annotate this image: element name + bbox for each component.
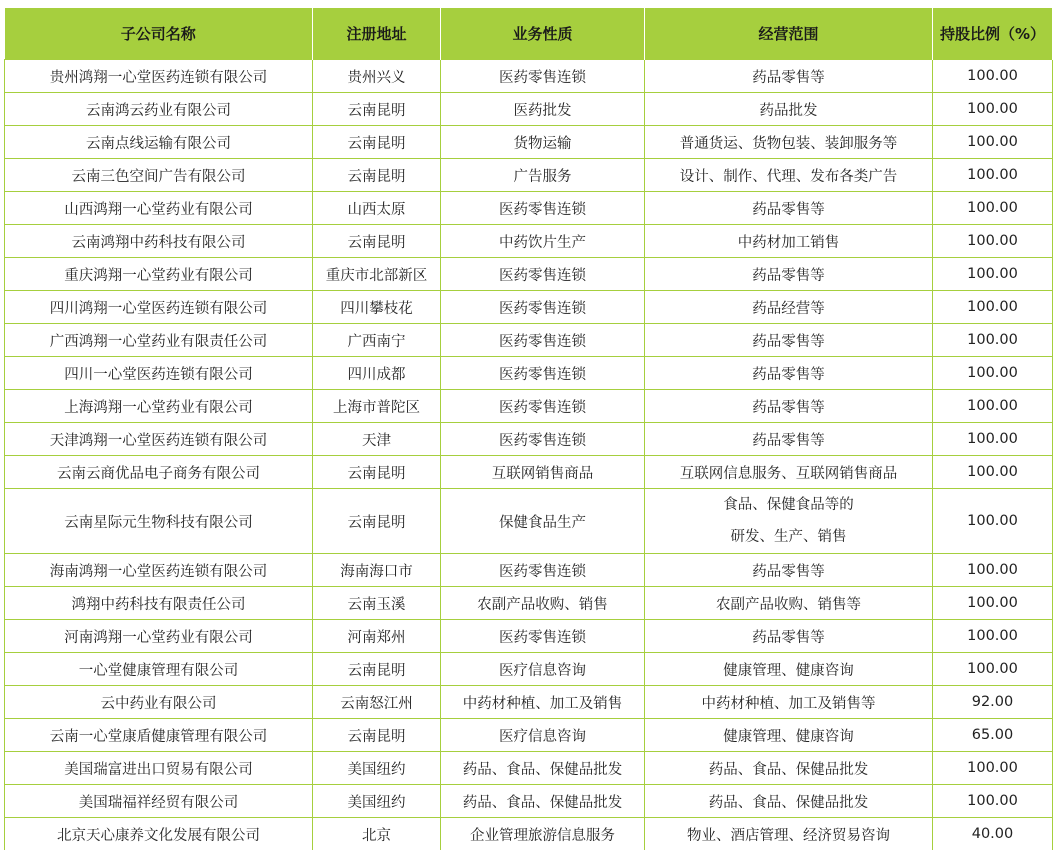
registered-address-cell: 云南玉溪 — [313, 587, 441, 620]
company-name-cell: 河南鸿翔一心堂药业有限公司 — [5, 620, 313, 653]
business-scope-cell: 药品零售等 — [645, 258, 933, 291]
company-name-cell: 四川鸿翔一心堂医药连锁有限公司 — [5, 291, 313, 324]
shareholding-ratio-cell: 100.00 — [933, 785, 1053, 818]
table-row — [5, 752, 1053, 785]
shareholding-ratio-cell: 100.00 — [933, 587, 1053, 620]
business-nature-cell: 企业管理旅游信息服务 — [441, 818, 645, 851]
shareholding-ratio-cell: 100.00 — [933, 653, 1053, 686]
shareholding-ratio-cell: 100.00 — [933, 752, 1053, 785]
business-scope-cell: 设计、制作、代理、发布各类广告 — [645, 159, 933, 192]
table-row — [5, 159, 1053, 192]
shareholding-ratio-cell: 100.00 — [933, 423, 1053, 456]
business-nature-cell: 医药零售连锁 — [441, 620, 645, 653]
business-nature-cell: 广告服务 — [441, 159, 645, 192]
table-row — [5, 587, 1053, 620]
header-company-name: 子公司名称 — [5, 8, 313, 60]
registered-address-cell: 山西太原 — [313, 192, 441, 225]
company-name-cell: 云中药业有限公司 — [5, 686, 313, 719]
company-name-cell: 北京天心康养文化发展有限公司 — [5, 818, 313, 851]
header-shareholding-ratio: 持股比例（%） — [933, 8, 1053, 60]
business-nature-cell: 医药零售连锁 — [441, 60, 645, 93]
business-scope-cell: 药品经营等 — [645, 291, 933, 324]
registered-address-cell: 上海市普陀区 — [313, 390, 441, 423]
table-row — [5, 554, 1053, 587]
business-nature-cell: 中药饮片生产 — [441, 225, 645, 258]
company-name-cell: 天津鸿翔一心堂医药连锁有限公司 — [5, 423, 313, 456]
company-name-cell: 重庆鸿翔一心堂药业有限公司 — [5, 258, 313, 291]
shareholding-ratio-cell: 100.00 — [933, 60, 1053, 93]
business-scope-cell: 药品零售等 — [645, 390, 933, 423]
business-nature-cell: 保健食品生产 — [441, 489, 645, 554]
company-name-cell: 一心堂健康管理有限公司 — [5, 653, 313, 686]
business-nature-cell: 医药零售连锁 — [441, 357, 645, 390]
business-scope-cell: 药品零售等 — [645, 357, 933, 390]
table-row — [5, 785, 1053, 818]
registered-address-cell: 云南昆明 — [313, 225, 441, 258]
table-row — [5, 489, 1053, 554]
registered-address-cell: 云南昆明 — [313, 93, 441, 126]
business-scope-cell: 药品零售等 — [645, 423, 933, 456]
header-business-scope: 经营范围 — [645, 8, 933, 60]
company-name-cell: 云南三色空间广告有限公司 — [5, 159, 313, 192]
table-row — [5, 258, 1053, 291]
shareholding-ratio-cell: 100.00 — [933, 258, 1053, 291]
business-scope-cell: 药品零售等 — [645, 60, 933, 93]
cell-text-line: 研发、生产、销售 — [730, 529, 847, 545]
business-nature-cell: 互联网销售商品 — [441, 456, 645, 489]
business-scope-cell: 药品零售等 — [645, 324, 933, 357]
business-nature-cell: 药品、食品、保健品批发 — [441, 785, 645, 818]
business-nature-cell: 货物运输 — [441, 126, 645, 159]
company-name-cell: 云南点线运输有限公司 — [5, 126, 313, 159]
business-nature-cell: 农副产品收购、销售 — [441, 587, 645, 620]
table-row — [5, 126, 1053, 159]
company-name-cell: 四川一心堂医药连锁有限公司 — [5, 357, 313, 390]
shareholding-ratio-cell: 100.00 — [933, 291, 1053, 324]
header-business-nature: 业务性质 — [441, 8, 645, 60]
business-nature-cell: 医药零售连锁 — [441, 423, 645, 456]
shareholding-ratio-cell: 100.00 — [933, 225, 1053, 258]
table-header-row — [5, 8, 1053, 60]
company-name-cell: 海南鸿翔一心堂医药连锁有限公司 — [5, 554, 313, 587]
table-row — [5, 719, 1053, 752]
company-name-cell: 广西鸿翔一心堂药业有限责任公司 — [5, 324, 313, 357]
table-row — [5, 192, 1053, 225]
shareholding-ratio-cell: 92.00 — [933, 686, 1053, 719]
table-row — [5, 324, 1053, 357]
business-nature-cell: 医药零售连锁 — [441, 554, 645, 587]
business-nature-cell: 医药零售连锁 — [441, 258, 645, 291]
company-name-cell: 云南鸿云药业有限公司 — [5, 93, 313, 126]
company-name-cell: 鸿翔中药科技有限责任公司 — [5, 587, 313, 620]
shareholding-ratio-cell: 100.00 — [933, 489, 1053, 554]
header-registered-address: 注册地址 — [313, 8, 441, 60]
table-row — [5, 225, 1053, 258]
table-row — [5, 357, 1053, 390]
business-nature-cell: 医疗信息咨询 — [441, 653, 645, 686]
business-nature-cell: 医药零售连锁 — [441, 390, 645, 423]
business-nature-cell: 医药批发 — [441, 93, 645, 126]
registered-address-cell: 云南昆明 — [313, 719, 441, 752]
company-name-cell: 美国瑞富进出口贸易有限公司 — [5, 752, 313, 785]
business-nature-cell: 医药零售连锁 — [441, 324, 645, 357]
shareholding-ratio-cell: 100.00 — [933, 93, 1053, 126]
shareholding-ratio-cell: 100.00 — [933, 192, 1053, 225]
registered-address-cell: 云南昆明 — [313, 489, 441, 554]
shareholding-ratio-cell: 100.00 — [933, 390, 1053, 423]
company-name-cell: 云南一心堂康盾健康管理有限公司 — [5, 719, 313, 752]
shareholding-ratio-cell: 100.00 — [933, 159, 1053, 192]
business-scope-cell: 药品、食品、保健品批发 — [645, 752, 933, 785]
shareholding-ratio-cell: 100.00 — [933, 126, 1053, 159]
business-nature-cell: 医药零售连锁 — [441, 291, 645, 324]
registered-address-cell: 云南昆明 — [313, 126, 441, 159]
business-scope-cell: 健康管理、健康咨询 — [645, 653, 933, 686]
business-nature-cell: 药品、食品、保健品批发 — [441, 752, 645, 785]
registered-address-cell: 河南郑州 — [313, 620, 441, 653]
shareholding-ratio-cell: 100.00 — [933, 324, 1053, 357]
business-scope-cell: 中药材加工销售 — [645, 225, 933, 258]
business-scope-cell: 中药材种植、加工及销售等 — [645, 686, 933, 719]
table-row — [5, 818, 1053, 851]
registered-address-cell: 海南海口市 — [313, 554, 441, 587]
registered-address-cell: 广西南宁 — [313, 324, 441, 357]
business-scope-cell: 药品批发 — [645, 93, 933, 126]
business-scope-cell: 药品零售等 — [645, 620, 933, 653]
registered-address-cell: 天津 — [313, 423, 441, 456]
company-name-cell: 美国瑞福祥经贸有限公司 — [5, 785, 313, 818]
company-name-cell: 云南星际元生物科技有限公司 — [5, 489, 313, 554]
table-row — [5, 653, 1053, 686]
table-row — [5, 686, 1053, 719]
table-row — [5, 93, 1053, 126]
shareholding-ratio-cell: 100.00 — [933, 620, 1053, 653]
registered-address-cell: 云南怒江州 — [313, 686, 441, 719]
company-name-cell: 山西鸿翔一心堂药业有限公司 — [5, 192, 313, 225]
business-scope-cell: 健康管理、健康咨询 — [645, 719, 933, 752]
business-nature-cell: 中药材种植、加工及销售 — [441, 686, 645, 719]
shareholding-ratio-cell: 100.00 — [933, 554, 1053, 587]
company-name-cell: 云南鸿翔中药科技有限公司 — [5, 225, 313, 258]
company-name-cell: 云南云商优品电子商务有限公司 — [5, 456, 313, 489]
shareholding-ratio-cell: 100.00 — [933, 456, 1053, 489]
business-scope-cell: 普通货运、货物包装、装卸服务等 — [645, 126, 933, 159]
business-scope-cell: 药品零售等 — [645, 554, 933, 587]
table-row — [5, 620, 1053, 653]
table-body — [5, 60, 1053, 851]
shareholding-ratio-cell: 40.00 — [933, 818, 1053, 851]
registered-address-cell: 贵州兴义 — [313, 60, 441, 93]
registered-address-cell: 四川成都 — [313, 357, 441, 390]
table-row — [5, 291, 1053, 324]
business-scope-cell: 药品零售等 — [645, 192, 933, 225]
registered-address-cell: 美国纽约 — [313, 785, 441, 818]
business-scope-cell: 农副产品收购、销售等 — [645, 587, 933, 620]
business-scope-cell: 药品、食品、保健品批发 — [645, 785, 933, 818]
registered-address-cell: 北京 — [313, 818, 441, 851]
registered-address-cell: 云南昆明 — [313, 159, 441, 192]
table-row — [5, 390, 1053, 423]
table-row — [5, 423, 1053, 456]
registered-address-cell: 四川攀枝花 — [313, 291, 441, 324]
business-scope-cell — [645, 489, 933, 554]
business-scope-cell: 物业、酒店管理、经济贸易咨询 — [645, 818, 933, 851]
shareholding-ratio-cell: 100.00 — [933, 357, 1053, 390]
business-nature-cell: 医疗信息咨询 — [441, 719, 645, 752]
shareholding-ratio-cell: 65.00 — [933, 719, 1053, 752]
registered-address-cell: 美国纽约 — [313, 752, 441, 785]
company-name-cell: 贵州鸿翔一心堂医药连锁有限公司 — [5, 60, 313, 93]
table-row — [5, 60, 1053, 93]
registered-address-cell: 云南昆明 — [313, 456, 441, 489]
cell-text-line: 食品、保健食品等的 — [723, 497, 854, 513]
company-name-cell: 上海鸿翔一心堂药业有限公司 — [5, 390, 313, 423]
table-row — [5, 456, 1053, 489]
registered-address-cell: 云南昆明 — [313, 653, 441, 686]
business-nature-cell: 医药零售连锁 — [441, 192, 645, 225]
registered-address-cell: 重庆市北部新区 — [313, 258, 441, 291]
subsidiary-table — [4, 8, 1053, 850]
business-scope-cell: 互联网信息服务、互联网销售商品 — [645, 456, 933, 489]
